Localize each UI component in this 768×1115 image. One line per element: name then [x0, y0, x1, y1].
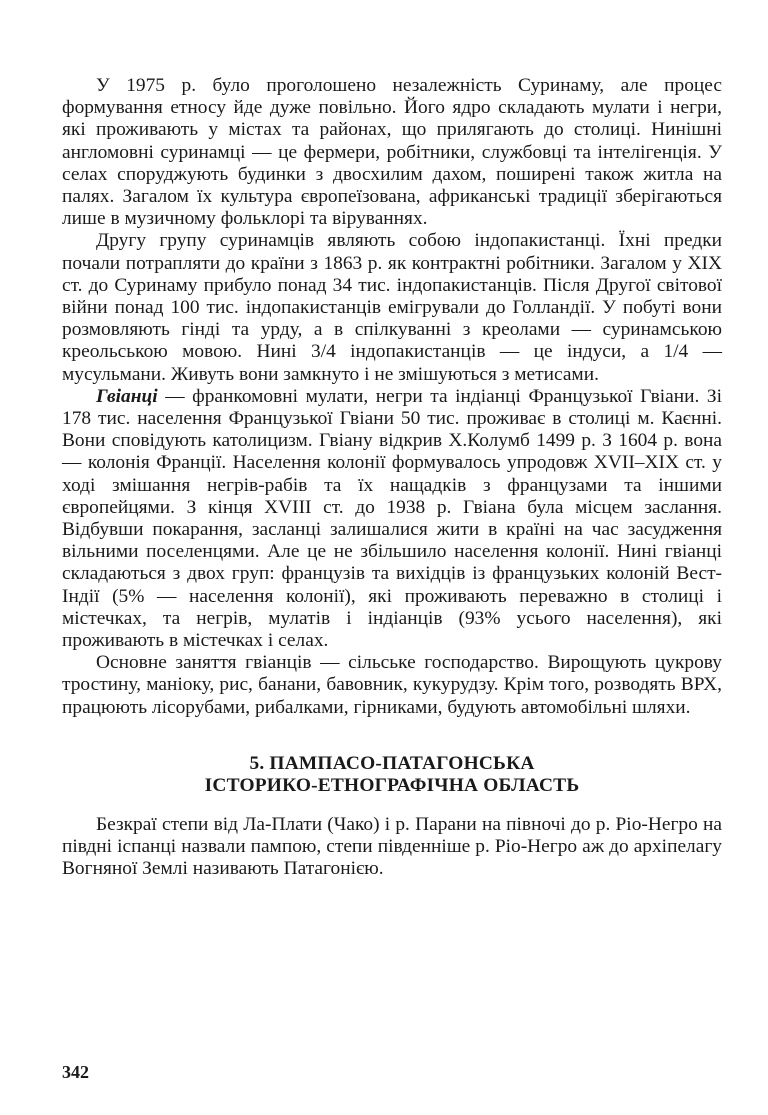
paragraph-guianans-text: — франкомовні мулати, негри та індіанці Французької Гвіани. Зі 178 тис. населення Французької Гвіани 50 тис. проживає в столиці м. Каєнні. Вони сповідують католицизм. Гвіану відкрив Х.Колумб 1499 р. З 1604 р. вона — колонія Франції. Населення колонії формувалось упродовж XVII–XIX ст. у ході змішання негрів-рабів та їх нащадків з французами та іншими європейцями. З кінця XVIII ст. до 1938 р. Гвіана була місцем заслання. Відбувши покарання, засланці залишалися жити в країні на час засудження вільними поселенцями. Але це не збільшило населення колонії. Нині гвіанці складаються з двох груп: французів та вихідців із французьких колоній Вест-Індії (5% — населення колонії), які проживають переважно в столиці і містечках, та негрів, мулатів і індіанців (93% усього населення), які проживають в містечках і селах.: [62, 385, 722, 652]
term-guianans: Гвіанці: [96, 385, 158, 407]
section-heading-line-2: ІСТОРИКО-ЕТНОГРАФІЧНА ОБЛАСТЬ: [204, 775, 580, 797]
paragraph-indo-pakistanis: Другу групу суринамців являють собою індопакистанці. Їхні предки почали потрапляти до країни з 1863 р. як контрактні робітники. Загалом у XIX ст. до Суринаму прибуло понад 34 тис. індопакистанців. Після Другої світової війни понад 100 тис. індопакистанців емігрували до Голландії. У побуті вони розмовляють гінді та урду, а в спілкуванні з креолами — суринамською креольською мовою. Нині 3/4 індопакистанців — це індуси, а 1/4 — мусульмани. Живуть вони замкнуто і не змішуються з метисами.: [62, 230, 722, 385]
section-heading: [62, 753, 722, 798]
section-heading-line-1: 5. ПАМПАСО-ПАТАГОНСЬКА: [249, 752, 535, 774]
paragraph-pampas: Безкраї степи від Ла-Плати (Чако) і р. Парани на півночі до р. Ріо-Негро на півдні іспанці назвали пампою, степи південніше р. Ріо-Негро аж до архіпелагу Вогняної Землі називають Патагонією.: [62, 813, 722, 880]
page-body: [62, 75, 722, 881]
paragraph-guianans: [62, 386, 722, 652]
paragraph-guianans-occupation: Основне заняття гвіанців — сільське господарство. Вирощують цукрову тростину, маніоку, рис, банани, бавовник, кукурудзу. Крім того, розводять ВРХ, працюють лісорубами, рибалками, гірниками, будують автомобільні шляхи.: [62, 652, 722, 718]
page-number: 342: [62, 1062, 89, 1082]
paragraph-suriname-independence: У 1975 р. було проголошено незалежність Суринаму, але процес формування етносу йде дуже повільно. Його ядро складають мулати і негри, які проживають у містах та районах, що прилягають до столиці. Нинішні англомовні суринамці — це фермери, робітники, службовці та інтелігенція. У селах споруджують будинки з двосхилим дахом, поширені також житла на палях. Загалом їх культура європеїзована, африканські традиції зберігаються лише в музичному фольклорі та віруваннях.: [62, 75, 722, 230]
